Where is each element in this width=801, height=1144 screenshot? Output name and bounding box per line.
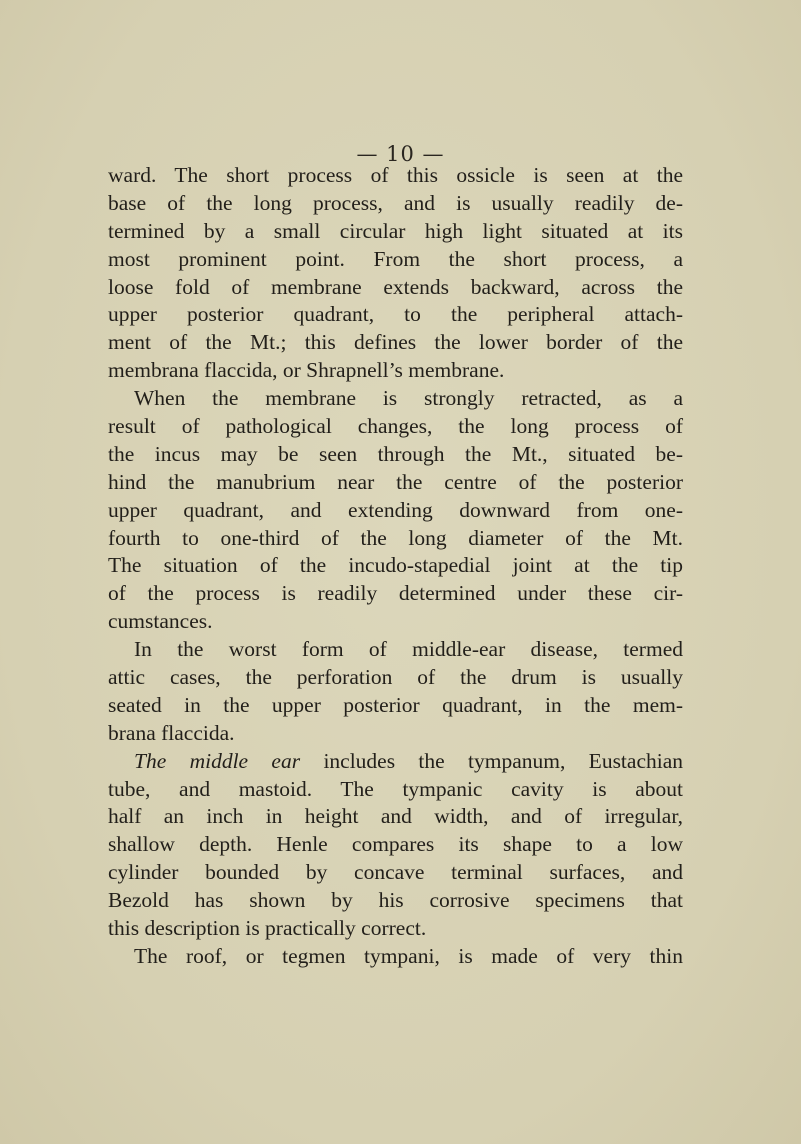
text-line: cumstances. (108, 609, 213, 634)
text-line: fourth to one-third of the long diameter of the Mt. (108, 525, 683, 550)
text-line: most prominent point. From the short process, a (108, 246, 683, 271)
text-line: In the worst form of middle-ear disease, termed (134, 637, 683, 662)
text-line: loose fold of membrane extends backward, across the (108, 274, 683, 299)
text-line: ward. The short process of this ossicle is seen at the (108, 163, 683, 187)
text-line: The situation of the incudo-stapedial joint at the tip (108, 553, 683, 578)
text-line: tube, and mastoid. The tympanic cavity is about (108, 776, 683, 801)
text-line-rest: includes the tympanum, Eustachian (323, 748, 684, 773)
text-line: of the process is readily determined under these cir- (108, 581, 683, 606)
text-line: brana flaccida. (108, 720, 235, 745)
italic-term: The middle ear (134, 748, 301, 773)
text-line: result of pathological changes, the long process of (108, 414, 683, 439)
text-line: the incus may be seen through the Mt., situated be- (108, 441, 683, 466)
text-line: membrana flaccida, or Shrapnell’s membrane. (108, 358, 505, 383)
text-line: termined by a small circular high light situated at its (108, 218, 683, 243)
text-line: seated in the upper posterior quadrant, in the mem- (108, 692, 683, 717)
text-line: ment of the Mt.; this defines the lower border of the (108, 330, 683, 355)
text-line: shallow depth. Henle compares its shape to a low (108, 832, 683, 857)
text-line: cylinder bounded by concave terminal surfaces, and (108, 860, 683, 885)
text-line: When the membrane is strongly retracted, as a (134, 386, 683, 411)
text-line: upper quadrant, and extending downward from one- (108, 497, 683, 522)
text-line: upper posterior quadrant, to the peripheral attach- (108, 302, 683, 327)
body-text (108, 162, 683, 971)
text-line: hind the manubrium near the centre of the posterior (108, 469, 683, 494)
text-line: this description is practically correct. (108, 916, 427, 941)
text-line: Bezold has shown by his corrosive specimens that (108, 888, 683, 913)
text-line: base of the long process, and is usually readily de- (108, 190, 683, 215)
page-number-header: — 10 — (356, 142, 445, 166)
text-line-italic-lead (108, 748, 683, 776)
text-line: The roof, or tegmen tympani, is made of very thin (134, 943, 683, 968)
text-line: half an inch in height and width, and of irregular, (108, 804, 683, 829)
text-line: attic cases, the perforation of the drum is usually (108, 665, 683, 690)
